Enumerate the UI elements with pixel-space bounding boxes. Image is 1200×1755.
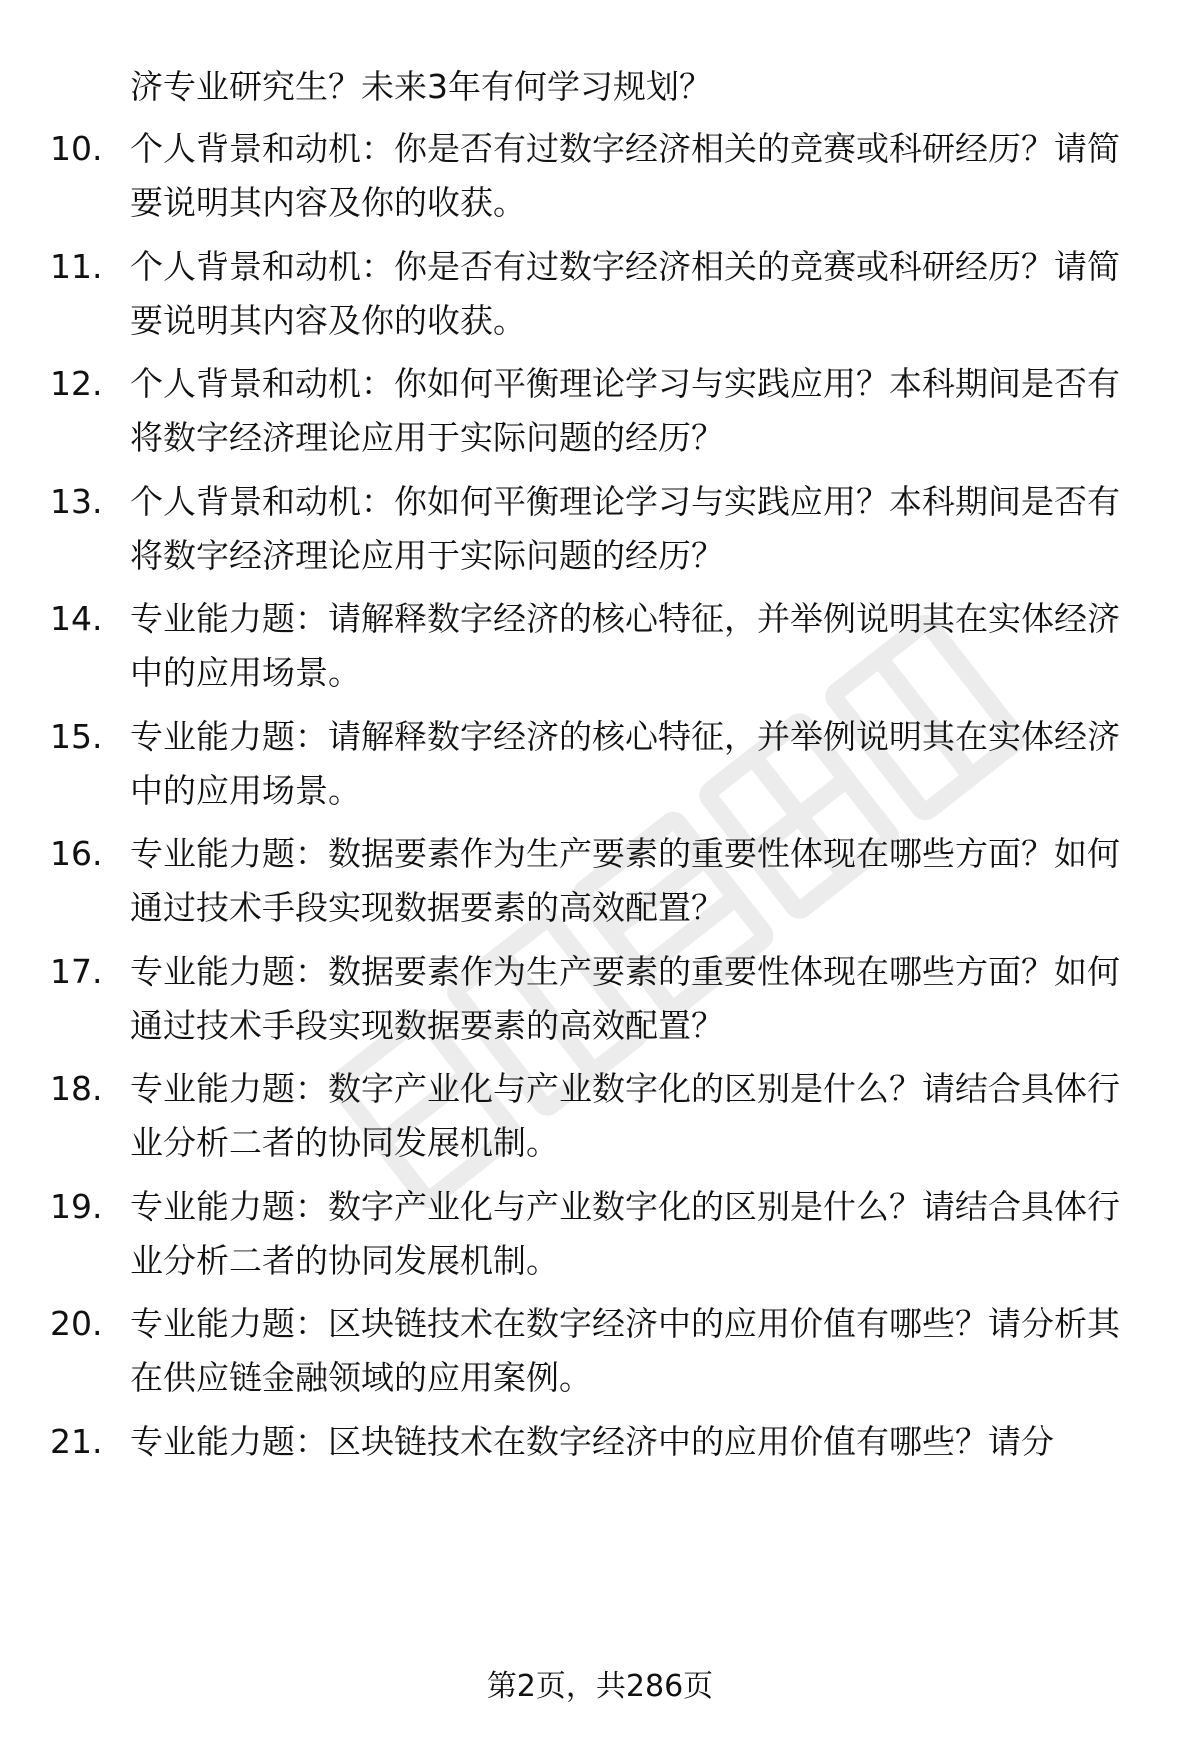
item-text: 专业能力题：请解释数字经济的核心特征，并举例说明其在实体经济中的应用场景。 (130, 717, 1120, 810)
page-number: 第2页，共286页 (486, 1669, 714, 1704)
item-text: 专业能力题：数据要素作为生产要素的重要性体现在哪些方面？如何通过技术手段实现数据要素的高效配置？ (130, 834, 1120, 927)
item-text: 个人背景和动机：你如何平衡理论学习与实践应用？本科期间是否有将数字经济理论应用于实际问题的经历？ (130, 482, 1120, 575)
item-number: 11. (50, 247, 103, 286)
item-text: 专业能力题：区块链技术在数字经济中的应用价值有哪些？请分析其在供应链金融领域的应用案例。 (130, 1304, 1120, 1397)
item-number: 17. (50, 952, 103, 991)
continuation-line: 济专业研究生？未来3年有何学习规划？ (130, 67, 712, 106)
item-number: 18. (50, 1069, 103, 1108)
item-number: 12. (50, 364, 103, 403)
item-text: 个人背景和动机：你是否有过数字经济相关的竞赛或科研经历？请简要说明其内容及你的收获。 (130, 247, 1120, 340)
item-text: 专业能力题：数据要素作为生产要素的重要性体现在哪些方面？如何通过技术手段实现数据要素的高效配置？ (130, 952, 1120, 1045)
item-number: 16. (50, 834, 103, 873)
item-text: 个人背景和动机：你是否有过数字经济相关的竞赛或科研经历？请简要说明其内容及你的收获。 (130, 129, 1120, 222)
item-number: 14. (50, 599, 103, 638)
item-number: 21. (50, 1422, 103, 1461)
item-text: 个人背景和动机：你如何平衡理论学习与实践应用？本科期间是否有将数字经济理论应用于实际问题的经历？ (130, 364, 1120, 457)
item-text: 专业能力题：区块链技术在数字经济中的应用价值有哪些？请分 (130, 1422, 1054, 1461)
item-text: 专业能力题：数字产业化与产业数字化的区别是什么？请结合具体行业分析二者的协同发展机制。 (130, 1069, 1120, 1162)
item-text: 专业能力题：请解释数字经济的核心特征，并举例说明其在实体经济中的应用场景。 (130, 599, 1120, 692)
item-number: 10. (50, 129, 103, 168)
item-text: 专业能力题：数字产业化与产业数字化的区别是什么？请结合具体行业分析二者的协同发展机制。 (130, 1187, 1120, 1280)
item-number: 13. (50, 482, 103, 521)
item-number: 19. (50, 1187, 103, 1226)
item-number: 15. (50, 717, 103, 756)
item-number: 20. (50, 1304, 103, 1343)
